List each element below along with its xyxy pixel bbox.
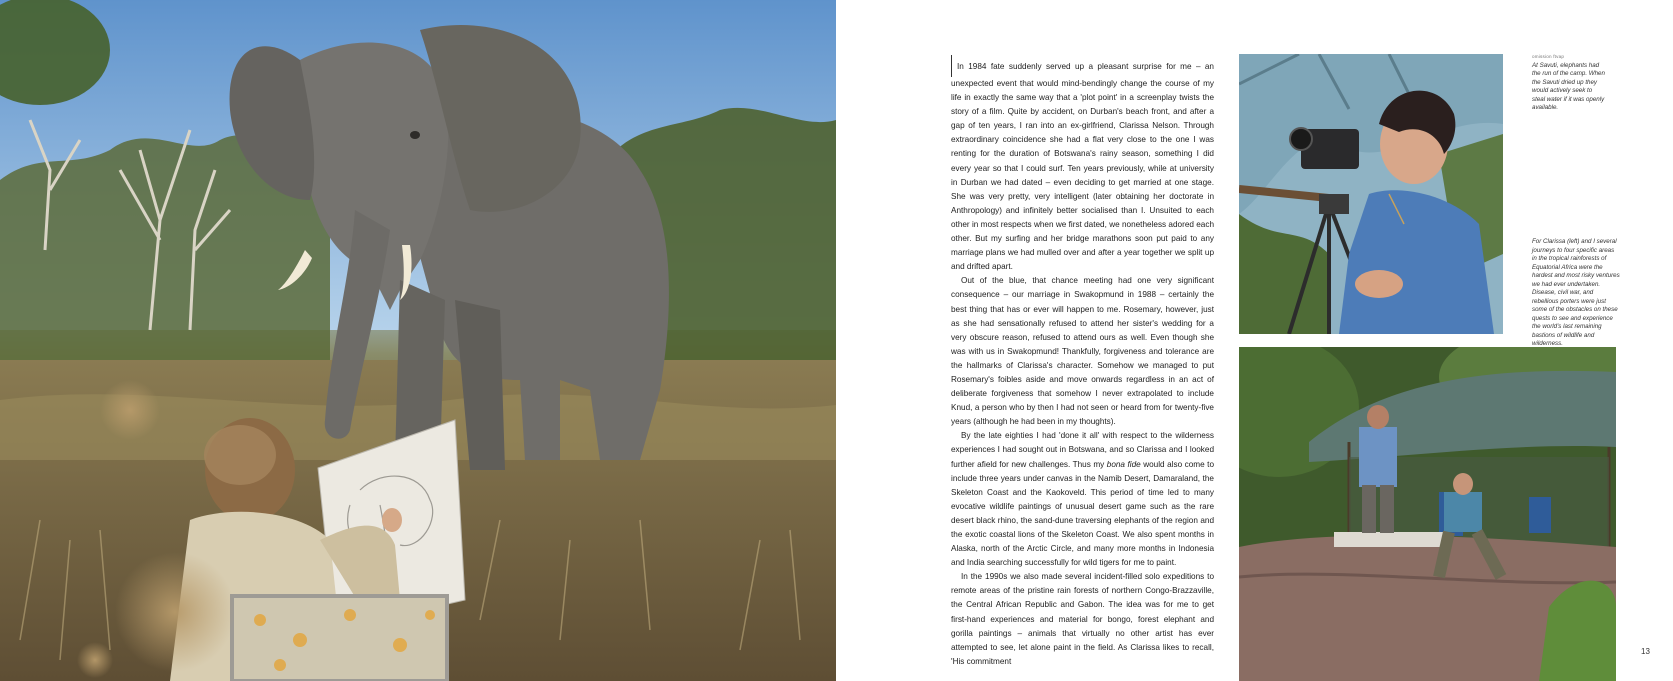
blur-seedhead bbox=[115, 552, 235, 672]
paragraph-4: In the 1990s we also made several incident-filled solo expeditions to remote areas of the pristine rain forests of northern Congo-Brazzaville, the Central African Republic and Gabon. The idea was for me to get first-hand experiences and material for bongo, forest elephant and gorilla paintings – animals that virtually no other artist has ever attempted to see, let alone paint in the field. As Clarissa likes to recall, 'His commitment bbox=[951, 572, 1214, 666]
caption-text: At Savuti, elephants had the run of the camp. When the Savuti dried up they would actively seek to steal water if it was openly available. bbox=[1532, 61, 1605, 111]
caption-equatorial: For Clarissa (left) and I several journeys to four specific areas in the tropical rainforests of Equatorial Africa were the hardest and most risky ventures we had ever undertaken. Disease, civil war, and rebellious porters were just some of the obstacles on these quests to see and experience the world's last remaining bastions of wildlife and wilderness. bbox=[1532, 238, 1620, 347]
blur-seedhead bbox=[100, 380, 160, 440]
drop-cap-letter: I bbox=[957, 62, 960, 71]
camp-photo bbox=[1239, 347, 1616, 681]
drop-cap bbox=[951, 55, 954, 77]
caption-savuti bbox=[1532, 53, 1606, 113]
paragraph-3-start: By the late eighties I had 'done it all' with respect to the wilderness experiences I had sought out in Botswana, and so Clarissa and I looked further afield for new challenges. Thus my bbox=[951, 431, 1214, 469]
camera-woman-photo bbox=[1239, 54, 1503, 334]
body-text bbox=[951, 55, 1214, 669]
paragraph-2: Out of the blue, that chance meeting had one very significant consequence – our marriage in Swakopmund in 1988 – certainly the best thing that has or ever will happen to me. Rosemary, however, just as she had sensationally refused to attend her sister's wedding for a very obscure reason, refused to attend ours as well. Even though she was with us in Swakopmund! Thankfully, forgiveness and tolerance are the hallmarks of Clarissa's character. Somehow we managed to put Rosemary's foibles aside and move onwards regardless in an act of deliberate forgiveness that somehow I never extrapolated to include Knud, a person who by then I had not seen or heard from for twenty-five years (although he had been in my thoughts). bbox=[951, 276, 1214, 427]
paragraph-1 bbox=[951, 55, 1214, 274]
paragraph-3 bbox=[951, 429, 1214, 570]
paragraph-1-text: n 1984 fate suddenly served up a pleasant surprise for me – an unexpected event that would mind-bendingly change the course of my life in exactly the same way that a 'plot point' in a screenplay twists the story of a film. Quite by accident, on Durban's beach front, and after a gap of ten years, I ran into an ex-girlfriend, Clarissa Nelson. Through extraordinary coincidence she had a flat very close to the one I was renting for the duration of Botswana's rainy season, something I did every year so that I could surf. Ten years previously, while at university in Durban we had dated – even deciding to get married at one stage. She was very pretty, very intelligent (later obtaining her doctorate in Anthropology) and infinitely better socialised than I. Unsuited to each other in most respects when we first dated, we nonetheless adored each other. But my surfing and her bridge marathons soon put paid to any marriage plans we had mulled over and after a year together we split up and drifted apart. bbox=[951, 62, 1214, 272]
paragraph-3-end: would also come to include three years under canvas in the Namib Desert, Damaraland, the Skeleton Coast and the Kaokoveld. This period of time led to many evocative wildlife paintings of unusual desert game such as the rare desert black rhino, the sand-dune traversing elephants of the region and the exotic coastal lions of the Skeleton Coast. We also spent months in Alaska, north of the Arctic Circle, and many more months in Indonesia and India searching successfully for wild tigers for me to paint. bbox=[951, 459, 1214, 568]
caption-title: omission ftvap bbox=[1532, 54, 1565, 59]
page-number: 13 bbox=[1641, 647, 1650, 656]
elephant-photo bbox=[0, 0, 836, 681]
paragraph-3-italic: bona fide bbox=[1106, 459, 1141, 469]
